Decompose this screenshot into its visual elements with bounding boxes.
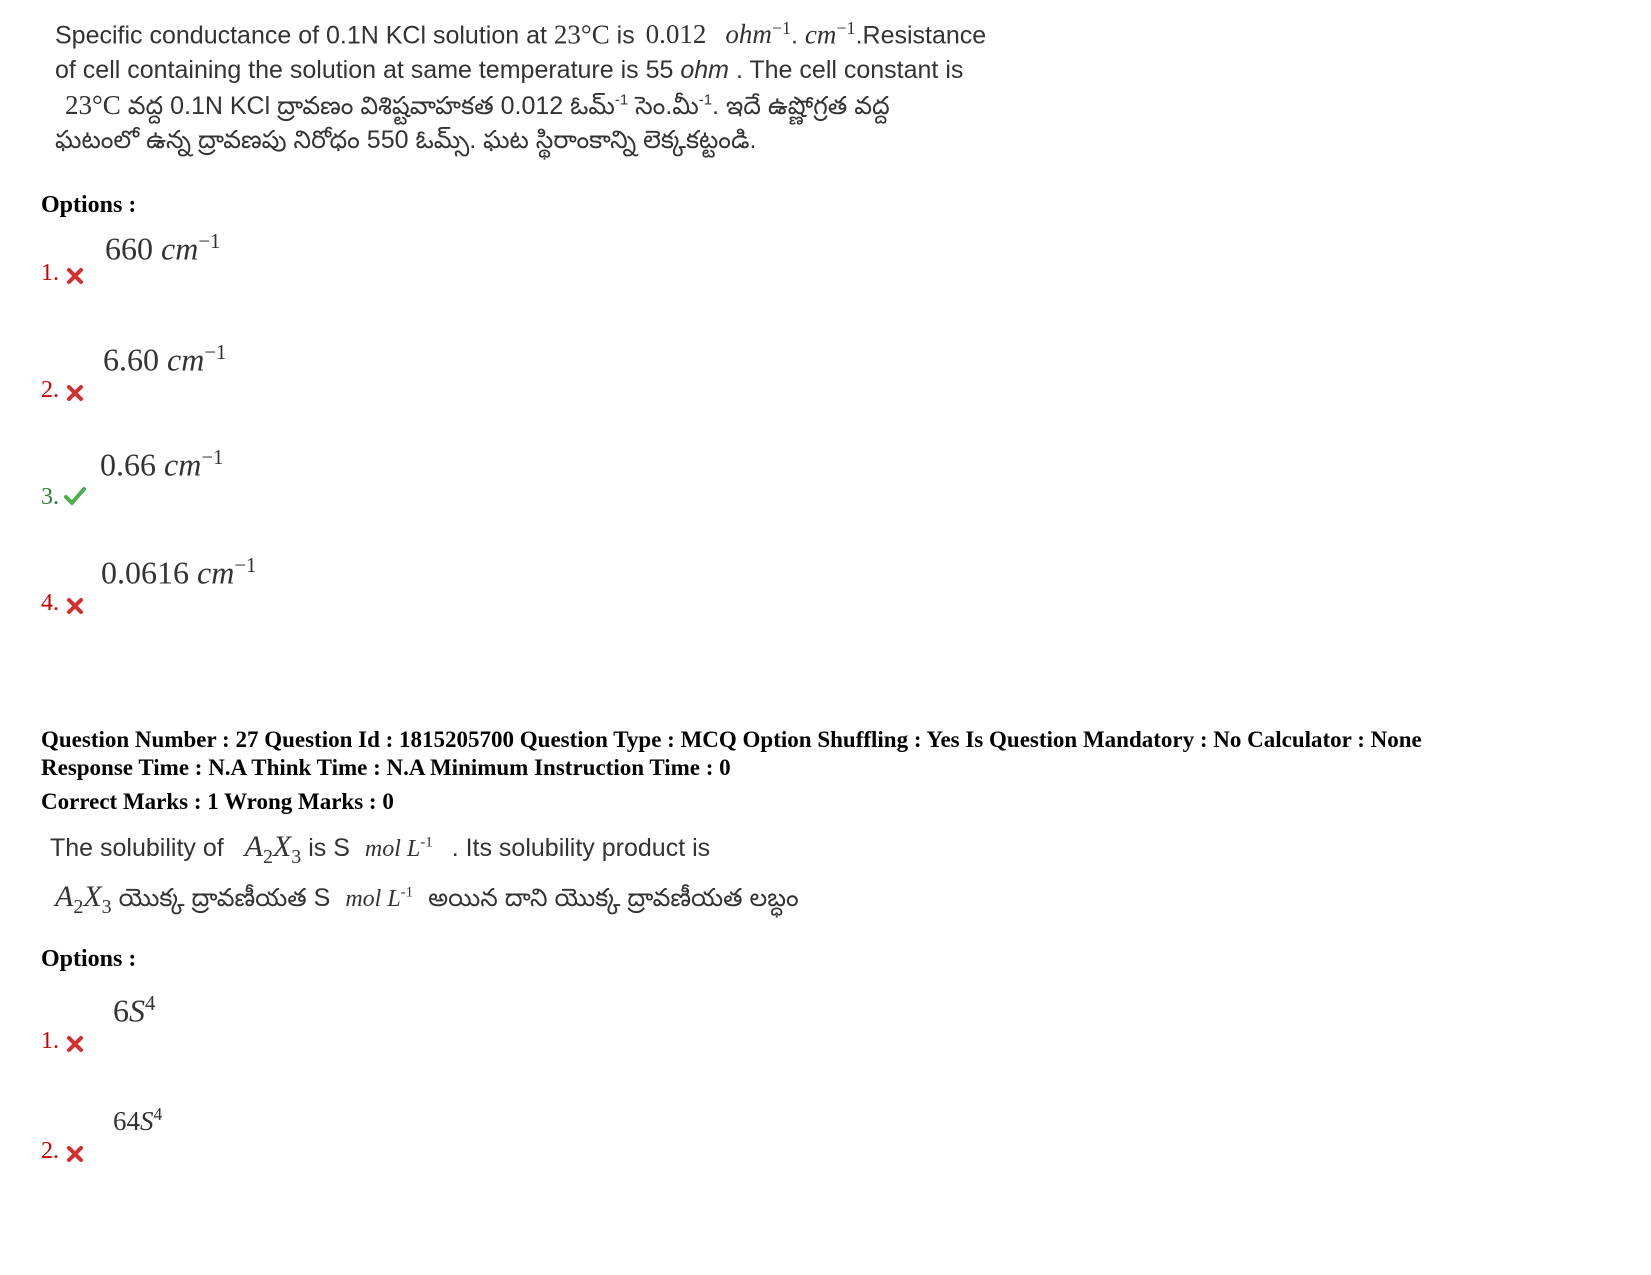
question-27-meta-line-2: Response Time : N.A Think Time : N.A Minimum Instruction Time : 0 [41, 755, 731, 780]
option-number: 1. [41, 260, 59, 286]
cross-mark-icon [66, 597, 84, 615]
question-26-text [55, 14, 1105, 164]
cross-mark-icon [66, 1145, 84, 1163]
question-27-marks: Correct Marks : 1 Wrong Marks : 0 [41, 789, 394, 814]
options-heading: Options : [41, 946, 137, 972]
option-2 [41, 341, 441, 435]
cross-mark-icon [66, 1035, 84, 1053]
option-value: 6.60 $cm^{-1}$ [103, 341, 227, 378]
option-value: $64S^4$ [113, 1104, 163, 1136]
option-number: 2. [41, 377, 59, 403]
option-value: 0.66 $cm^{-1}$ [100, 446, 224, 483]
question-27-meta-line-1: Question Number : 27 Question Id : 1815205700 Question Type : MCQ Option Shuffling : Yes Is Question Mandatory : No Calculator : None [41, 727, 1422, 752]
question-27-line-2: $A_2X_3$ యొక్క ద్రావణీయత S mol $L^{-1}$ అయిన దాని యొక్క ద్రావణీయత లబ్ధం [55, 880, 799, 918]
option-1 [41, 992, 441, 1088]
question-27-text [50, 826, 1050, 926]
option-3 [41, 446, 441, 542]
option-number: 4. [41, 590, 59, 616]
question-26-line-2: of cell containing the solution at same temperature is 55 ohm . The cell constant is [55, 56, 964, 84]
question-26-line-3: 23°C వద్ద 0.1N KCl ద్రావణం విశిష్టవాహకత 0.012 ఓమ్$^{-1}$ సెం.మీ$^{-1}$. ఇదే ఉష్ణోగ్రత వద్ద [65, 90, 890, 120]
option-1 [41, 228, 441, 318]
option-number: 1. [41, 1028, 59, 1054]
option-value: 660 $cm^{-1}$ [105, 230, 221, 267]
option-2 [41, 1104, 441, 1198]
option-value: 0.0616 $cm^{-1}$ [101, 554, 257, 591]
cross-mark-icon [66, 267, 84, 285]
option-4 [41, 554, 441, 650]
question-26-line-1: Specific conductance of 0.1N KCl solution at 23°C is 0.012 ohm$^{-1}$. $cm^{-1}.Resistance$ [55, 18, 987, 50]
option-number: 3. [41, 484, 59, 510]
cross-mark-icon [66, 384, 84, 402]
options-heading: Options : [41, 192, 137, 218]
question-27-line-1: The solubility of $A_2X_3$ is S mol $L^{-1}$ . Its solubility product is [50, 830, 711, 868]
check-mark-icon [63, 485, 87, 507]
option-number: 2. [41, 1138, 59, 1164]
option-value: $6S^4$ [113, 992, 156, 1029]
question-26-line-4: ఘటంలో ఉన్న ద్రావణపు నిరోధం 550 ఓమ్స్. ఘట స్థిరాంకాన్ని లెక్కకట్టండి. [55, 126, 757, 154]
